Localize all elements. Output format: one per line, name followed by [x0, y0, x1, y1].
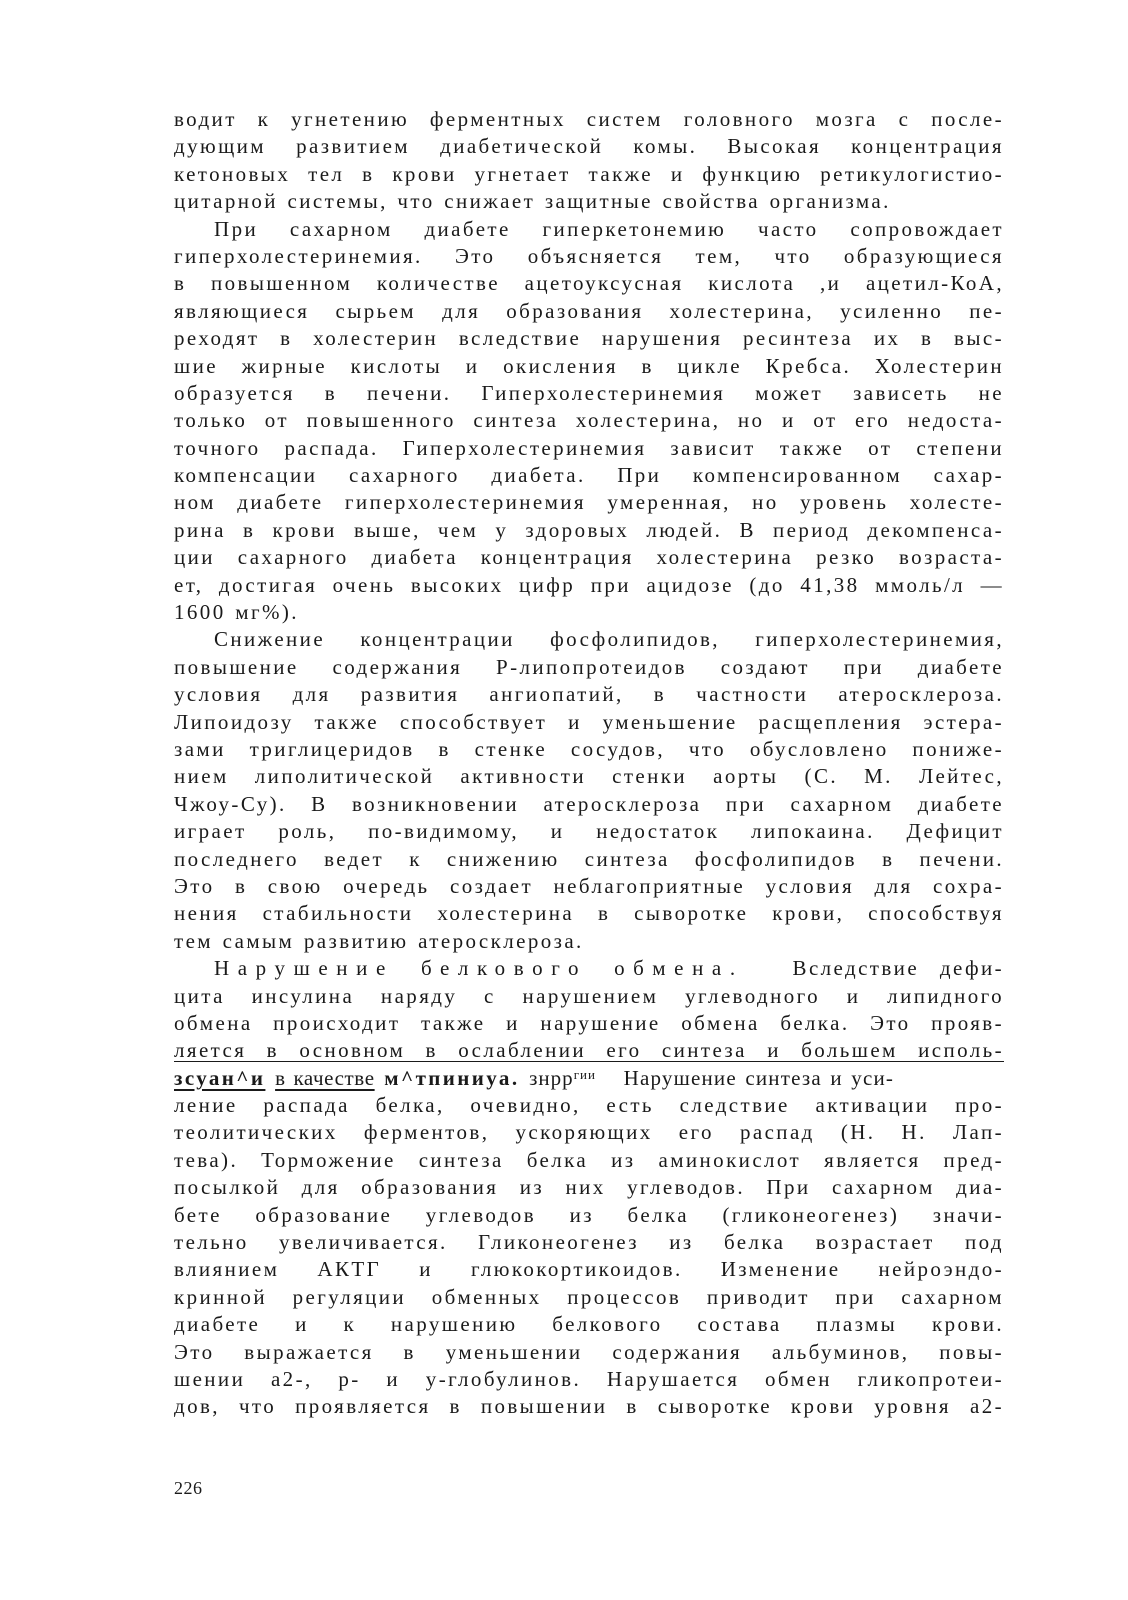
- section-heading-spaced: Нарушение белкового обмена.: [214, 956, 744, 981]
- text-line: являющиеся сырьем для образования холестерина, усиленно пе-: [174, 298, 1004, 323]
- text-line: ляется в основном в ослаблении его синтеза и большем исполь-: [174, 1038, 1004, 1063]
- paragraph-2: [174, 216, 1004, 627]
- text-line: обмена происходит также и нарушение обмена белка. Это прояв-: [174, 1010, 1004, 1035]
- text-line: кринной регуляции обменных процессов приводит при сахарном: [174, 1284, 1004, 1309]
- text-fragment: Нарушение синтеза и уси-: [623, 1065, 895, 1090]
- text-fragment: Вследствие дефи-: [792, 956, 1004, 981]
- text-line: условия для развития ангиопатий, в частности атеросклероза.: [174, 682, 1004, 707]
- text-line: нения стабильности холестерина в сыворотке крови, способствуя: [174, 901, 1004, 926]
- text-line: Это в свою очередь создает неблагоприятные условия для сохра-: [174, 873, 1004, 898]
- text-line: Это выражается в уменьшении содержания альбуминов, повы-: [174, 1339, 1004, 1364]
- text-line: посылкой для образования из них углеводов. При сахарном диа-: [174, 1175, 1004, 1200]
- text-line: нием липолитической активности стенки аорты (С. М. Лейтес,: [174, 764, 1004, 789]
- text-line: Снижение концентрации фосфолипидов, гиперхолестеринемия,: [214, 627, 1004, 652]
- text-line: водит к угнетению ферментных систем головного мозга с после-: [174, 107, 1004, 131]
- body-text: [174, 106, 1004, 1421]
- paragraph-4: [174, 955, 1004, 1421]
- text-line: последнего ведет к снижению синтеза фосфолипидов в печени.: [174, 846, 1004, 871]
- text-line: дов, что проявляется в повышении в сыворотке крови уровня а2-: [174, 1394, 1004, 1419]
- text-line: в повышенном количестве ацетоуксусная кислота ,и ацетил-КоА,: [174, 271, 1004, 296]
- garbled-fragment: м^тпиниуа.: [384, 1065, 520, 1090]
- text-line: шие жирные кислоты и окисления в цикле Кребса. Холестерин: [174, 353, 1004, 378]
- text-line: ции сахарного диабета концентрация холестерина резко возраста-: [174, 545, 1004, 570]
- text-line: тева). Торможение синтеза белка из аминокислот является пред-: [174, 1147, 1004, 1172]
- text-line: реходят в холестерин вследствие нарушения ресинтеза их в выс-: [174, 326, 1004, 351]
- text-line: повышение содержания Р-липопротеидов создают при диабете: [174, 654, 1004, 679]
- text-line: точного распада. Гиперхолестеринемия зависит также от степени: [174, 435, 1004, 460]
- paragraph-3: [174, 626, 1004, 955]
- garbled-fragment: зсуан^и: [174, 1065, 266, 1090]
- text-line: [174, 955, 1004, 982]
- text-line: гиперхолестеринемия. Это объясняется тем, что образующиеся: [174, 243, 1004, 268]
- text-line: теолитических ферментов, ускоряющих его распад (Н. Н. Лап-: [174, 1120, 1004, 1145]
- text-line: ет, достигая очень высоких цифр при ацидозе (до 41,38 ммоль/л —: [174, 572, 1004, 597]
- text-line: ном диабете гиперхолестеринемия умеренная, но уровень холесте-: [174, 490, 1004, 515]
- text-line: рина в крови выше, чем у здоровых людей. В период декомпенса-: [174, 517, 1004, 542]
- garbled-superscript: гии: [573, 1066, 596, 1082]
- text-line: компенсации сахарного диабета. При компенсированном сахар-: [174, 463, 1004, 488]
- text-line: ление распада белка, очевидно, есть следствие активации про-: [174, 1093, 1004, 1118]
- text-line: играет роль, по-видимому, и недостаток липокаина. Дефицит: [174, 819, 1004, 844]
- text-line: При сахарном диабете гиперкетонемию часто сопровождает: [214, 216, 1004, 241]
- text-line: бете образование углеводов из белка (гликонеогенез) значи-: [174, 1202, 1004, 1227]
- text-line: Чжоу-Су). В возникновении атеросклероза при сахарном диабете: [174, 791, 1004, 816]
- text-line: диабете и к нарушению белкового состава плазмы крови.: [174, 1312, 1004, 1337]
- garbled-fragment: в качестве: [275, 1065, 375, 1090]
- text-line: зами триглицеридов в стенке сосудов, что обусловлено пониже-: [174, 736, 1004, 761]
- paragraph-1: [174, 106, 1004, 216]
- text-line: образуется в печени. Гиперхолестеринемия может зависеть не: [174, 380, 1004, 405]
- text-line: 1600 мг%).: [174, 600, 299, 625]
- text-line: шении а2-, р- и у-глобулинов. Нарушается обмен гликопротеи-: [174, 1366, 1004, 1391]
- text-line: Липоидозу также способствует и уменьшение расщепления эстера-: [174, 709, 1004, 734]
- text-line: цита инсулина наряду с нарушением углеводного и липидного: [174, 983, 1004, 1008]
- text-line: только от повышенного синтеза холестерина, но и от его недоста-: [174, 408, 1004, 433]
- text-line: дующим развитием диабетической комы. Высокая концентрация: [174, 134, 1004, 159]
- text-line: влиянием АКТГ и глюкокортикоидов. Изменение нейроэндо-: [174, 1257, 1004, 1282]
- text-line-garbled: [174, 1065, 1004, 1092]
- text-line: тельно увеличивается. Гликонеогенез из белка возрастает под: [174, 1230, 1004, 1255]
- text-line: цитарной системы, что снижает защитные свойства организма.: [174, 189, 891, 214]
- garbled-fragment: знрр: [529, 1065, 574, 1090]
- text-line: тем самым развитию атеросклероза.: [174, 928, 584, 953]
- text-line: кетоновых тел в крови угнетает также и функцию ретикулогистио-: [174, 161, 1004, 186]
- page-number: 226: [174, 1478, 203, 1498]
